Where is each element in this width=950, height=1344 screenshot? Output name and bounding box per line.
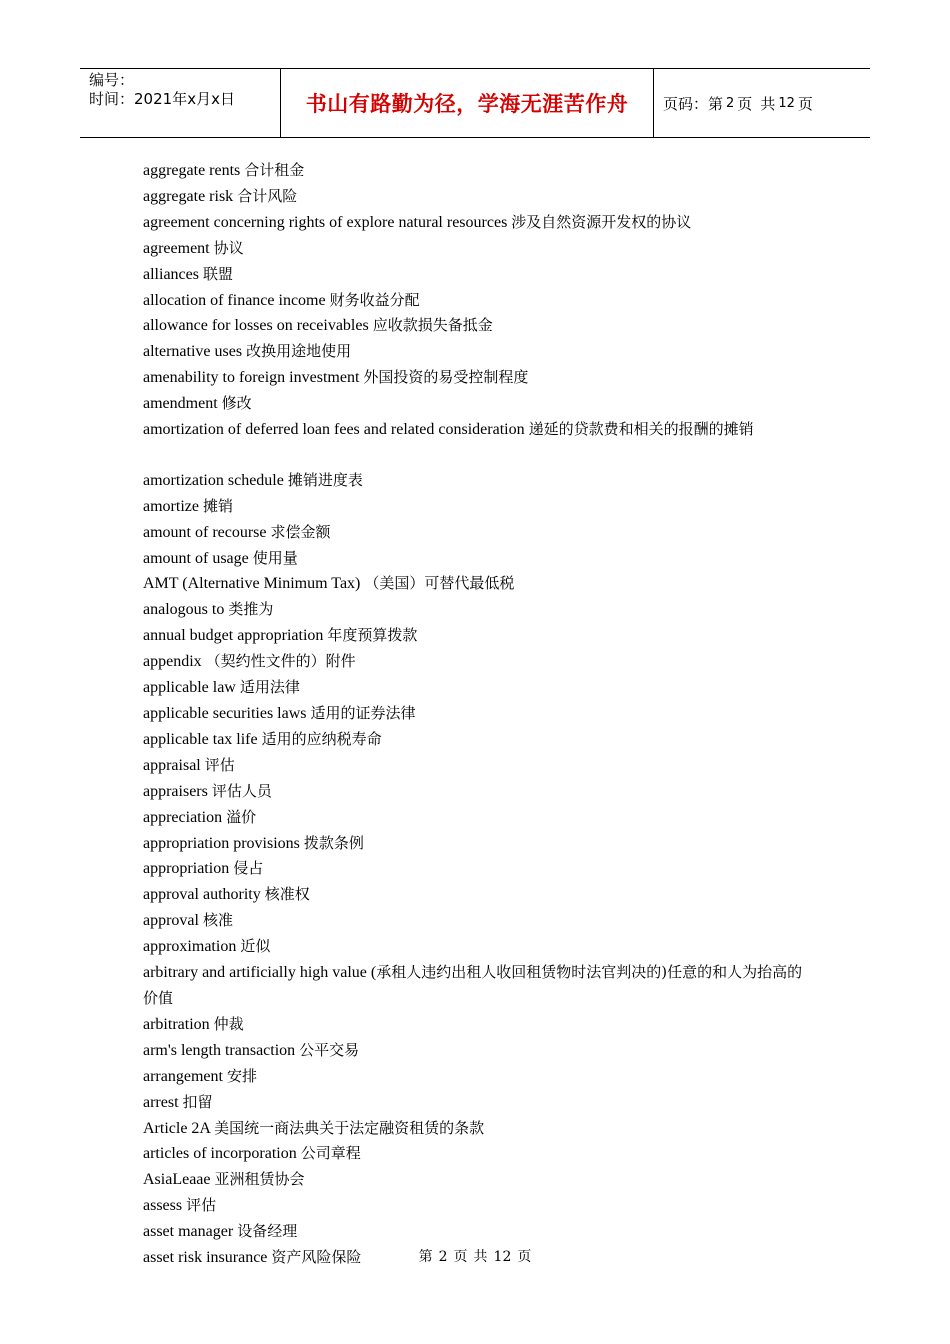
term-english: applicable securities laws [143, 705, 307, 723]
footer-total: 12 [493, 1249, 512, 1265]
term-chinese: 公司章程 [300, 1144, 361, 1163]
time-value: 2021年x月x日 [134, 90, 235, 108]
glossary-entry [143, 1064, 813, 1090]
term-chinese: 财务收益分配 [329, 290, 420, 309]
glossary-entry [143, 1193, 813, 1219]
glossary-entry [143, 1219, 813, 1245]
term-chinese: 安排 [226, 1066, 257, 1085]
glossary-entry [143, 779, 813, 805]
glossary-entry [143, 831, 813, 857]
term-english: annual budget appropriation [143, 627, 324, 645]
glossary-entry [143, 262, 813, 288]
footer-total-prefix: 共 [473, 1249, 488, 1265]
glossary-entry [143, 365, 813, 391]
glossary-entry [143, 753, 813, 779]
term-english: applicable law [143, 679, 236, 697]
term-english: approximation [143, 938, 237, 956]
term-chinese: 合计风险 [237, 186, 298, 205]
page-total: 12 [778, 95, 795, 111]
term-chinese: 评估 [186, 1196, 217, 1215]
term-chinese: 评估人员 [211, 781, 272, 800]
term-chinese: 修改 [221, 394, 252, 413]
page-total-unit: 页 [797, 94, 813, 113]
term-english: arrest [143, 1093, 179, 1111]
footer-prefix: 第 [418, 1249, 433, 1265]
glossary-entry [143, 443, 813, 468]
term-chinese: 扣留 [182, 1092, 213, 1111]
glossary-entry [143, 468, 813, 494]
term-english: alliances [143, 265, 199, 283]
term-english: applicable tax life [143, 730, 258, 748]
term-chinese: 求偿金额 [270, 522, 331, 541]
term-english: AMT (Alternative Minimum Tax) [143, 575, 361, 593]
glossary-entry [143, 210, 813, 236]
glossary-entry [143, 960, 813, 1012]
page-current: 2 [726, 95, 735, 111]
term-chinese: 溢价 [226, 807, 257, 826]
term-chinese: 联盟 [202, 264, 233, 283]
glossary-entry [143, 908, 813, 934]
term-english: amount of recourse [143, 523, 267, 541]
term-chinese: 协议 [213, 238, 244, 257]
term-english: appraisal [143, 756, 201, 774]
glossary-entry [143, 313, 813, 339]
glossary-entry [143, 675, 813, 701]
term-chinese: 递延的贷款费和相关的报酬的摊销 [528, 420, 754, 439]
glossary-entry [143, 1038, 813, 1064]
term-english: analogous to [143, 601, 225, 619]
term-english: asset manager [143, 1223, 234, 1241]
header-motto: 书山有路勤为径，学海无涯苦作舟 [281, 69, 654, 137]
page-total-prefix: 共 [760, 94, 776, 113]
term-chinese: 适用的应纳税寿命 [261, 729, 382, 748]
term-chinese: 年度预算拨款 [327, 626, 418, 645]
term-english: articles of incorporation [143, 1145, 297, 1163]
term-english: arbitration [143, 1015, 210, 1033]
glossary-entry [143, 649, 813, 675]
glossary-entry [143, 597, 813, 623]
term-chinese: （美国）可替代最低税 [364, 574, 515, 593]
term-english: arbitrary and artificially high value ( [143, 964, 377, 982]
term-chinese: 外国投资的易受控制程度 [363, 368, 529, 387]
glossary-entry [143, 882, 813, 908]
term-chinese: 拨款条例 [303, 833, 364, 852]
term-english: amortize [143, 497, 199, 515]
footer-unit: 页 [453, 1249, 468, 1265]
term-chinese: 公平交易 [299, 1040, 360, 1059]
serial-label: 编号： [89, 71, 135, 89]
glossary-entry [143, 701, 813, 727]
term-english: arrangement [143, 1067, 223, 1085]
glossary-entry [143, 236, 813, 262]
time-label: 时间： [89, 90, 135, 108]
glossary-entry [143, 339, 813, 365]
term-english: alternative uses [143, 343, 243, 361]
footer-total-unit: 页 [517, 1249, 532, 1265]
glossary-entry [143, 623, 813, 649]
term-chinese: 仲裁 [213, 1014, 244, 1033]
term-chinese: 核准 [202, 911, 233, 930]
term-english: amortization schedule [143, 471, 284, 489]
term-chinese: 近似 [240, 937, 271, 956]
term-english: amount of usage [143, 549, 249, 567]
glossary-entry [143, 391, 813, 417]
term-chinese: 美国统一商法典关于法定融资租赁的条款 [214, 1118, 485, 1137]
glossary-entry [143, 571, 813, 597]
term-english: approval [143, 912, 199, 930]
term-english: appropriation [143, 860, 230, 878]
glossary-entry [143, 494, 813, 520]
glossary-entry [143, 520, 813, 546]
term-english: appraisers [143, 782, 208, 800]
glossary-entry [143, 805, 813, 831]
glossary-entry [143, 158, 813, 184]
term-english: appreciation [143, 808, 223, 826]
term-chinese: 侵占 [233, 859, 264, 878]
glossary-entry [143, 417, 813, 443]
term-chinese: 亚洲租赁协会 [214, 1170, 305, 1189]
page-unit: 页 [737, 94, 753, 113]
glossary-entry [143, 934, 813, 960]
glossary-list [143, 158, 813, 1271]
term-chinese: 资产风险保险 [271, 1248, 362, 1267]
glossary-entry [143, 546, 813, 572]
term-chinese: 适用的证券法律 [310, 704, 416, 723]
term-english: appendix [143, 653, 202, 671]
glossary-entry [143, 727, 813, 753]
term-chinese: 类推为 [228, 600, 274, 619]
term-chinese: 适用法律 [239, 678, 300, 697]
term-english: amenability to foreign investment [143, 369, 360, 387]
term-english: agreement [143, 239, 210, 257]
term-chinese: 评估 [204, 755, 235, 774]
term-english: aggregate risk [143, 187, 234, 205]
term-english: amendment [143, 395, 218, 413]
glossary-entry [143, 1141, 813, 1167]
glossary-entry [143, 288, 813, 314]
term-chinese: 使用量 [252, 548, 298, 567]
term-english: aggregate rents [143, 162, 241, 179]
page-label: 页码：第 [663, 94, 724, 113]
glossary-entry [143, 856, 813, 882]
term-english: allowance for losses on receivables [143, 317, 369, 335]
term-chinese: 承租人违约出租人收回租赁物时法官判决的)任意的和人为抬高的价值 [143, 963, 803, 1007]
term-chinese: 设备经理 [237, 1222, 298, 1241]
term-english: Article 2A [143, 1119, 211, 1137]
term-chinese: 摊销 [202, 496, 233, 515]
term-english: agreement concerning rights of explore natural resources [143, 213, 508, 231]
glossary-entry [143, 1012, 813, 1038]
term-english: amortization of deferred loan fees and related consideration [143, 421, 525, 439]
term-chinese: 涉及自然资源开发权的协议 [511, 212, 692, 231]
term-chinese: 应收款损失备抵金 [372, 316, 493, 335]
header-page-info [654, 69, 870, 137]
glossary-entry [143, 184, 813, 210]
term-english: assess [143, 1197, 183, 1215]
page-header [80, 68, 870, 138]
page-footer [0, 1246, 950, 1266]
glossary-entry [143, 1116, 813, 1142]
term-chinese: 改换用途地使用 [246, 342, 352, 361]
term-english: arm's length transaction [143, 1041, 296, 1059]
term-chinese: （契约性文件的）附件 [205, 652, 356, 671]
header-meta [80, 69, 281, 137]
term-english: approval authority [143, 886, 261, 904]
glossary-entry [143, 1167, 813, 1193]
time-line [89, 90, 280, 109]
term-english: appropriation provisions [143, 834, 300, 852]
term-chinese: 核准权 [264, 885, 310, 904]
term-english: asset risk insurance [143, 1249, 268, 1267]
term-chinese: 摊销进度表 [287, 470, 363, 489]
footer-current: 2 [438, 1249, 448, 1265]
term-english: AsiaLeaae [143, 1171, 211, 1189]
term-english: allocation of finance income [143, 291, 326, 309]
term-chinese: 合计租金 [244, 161, 305, 179]
glossary-entry [143, 1090, 813, 1116]
